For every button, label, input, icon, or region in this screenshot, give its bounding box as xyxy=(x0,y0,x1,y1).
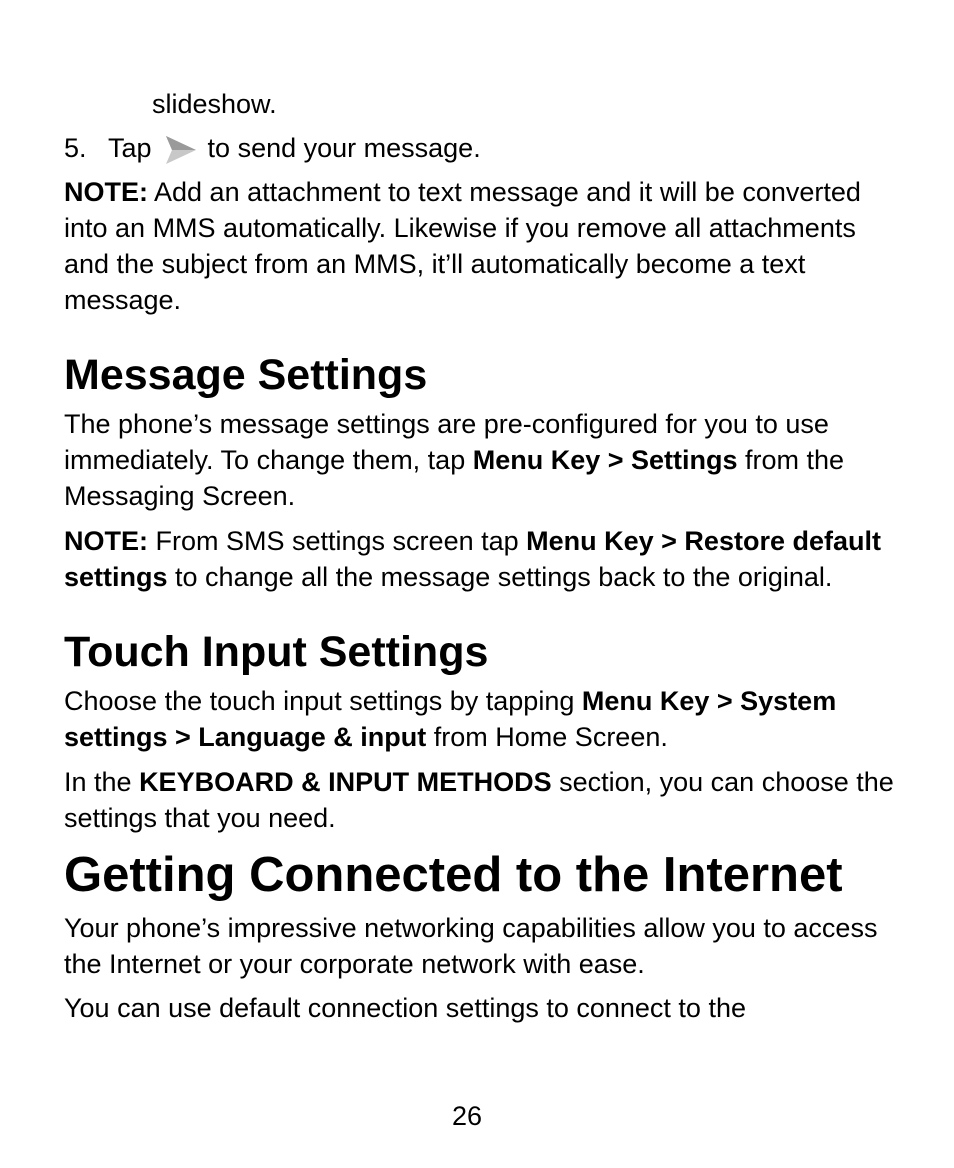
bold-path: Menu Key > Settings xyxy=(472,445,738,475)
note-label: NOTE: xyxy=(64,526,148,556)
step-5 xyxy=(64,130,894,166)
note-text: Add an attachment to text message and it will be converted into an MMS automatically. Likewise if you remove all attachments and the subject from an MMS, it’ll automatically become a text message. xyxy=(64,177,861,315)
bold-section-name: KEYBOARD & INPUT METHODS xyxy=(139,767,552,797)
keyboard-methods-paragraph xyxy=(64,764,894,836)
step-number: 5. xyxy=(64,133,87,163)
text-span: from Home Screen. xyxy=(426,722,668,752)
text-span: The phone’s message settings are pre-configured for you to use immediately. To change them, tap xyxy=(64,409,829,475)
heading-message-settings: Message Settings xyxy=(64,351,428,399)
page-number: 26 xyxy=(451,1101,483,1131)
text-span: section, you can choose the settings that you need. xyxy=(64,767,894,833)
manual-page xyxy=(64,86,894,1026)
step-5-after: to send your message. xyxy=(207,133,481,163)
internet-paragraph-2: You can use default connection settings to connect to the xyxy=(64,993,746,1023)
text-span: to change all the message settings back to the original. xyxy=(167,562,833,592)
text-span: from the Messaging Screen. xyxy=(64,445,845,511)
message-settings-paragraph xyxy=(64,406,894,514)
step-continuation: slideshow. xyxy=(152,89,277,119)
note-label: NOTE: xyxy=(64,177,148,207)
note-attachment xyxy=(64,174,894,318)
bold-path: Menu Key > System settings > Language & input xyxy=(64,686,837,752)
text-span: In the xyxy=(64,767,140,797)
note-restore-defaults xyxy=(64,523,894,595)
text-span: From SMS settings screen tap xyxy=(148,526,527,556)
send-arrow-icon xyxy=(164,134,198,166)
heading-getting-connected: Getting Connected to the Internet xyxy=(64,848,843,902)
touch-input-paragraph xyxy=(64,683,894,755)
text-span: Choose the touch input settings by tapping xyxy=(64,686,582,716)
heading-touch-input-settings: Touch Input Settings xyxy=(64,628,489,676)
internet-paragraph-1: Your phone’s impressive networking capabilities allow you to access the Internet or your corporate network with ease. xyxy=(64,913,878,979)
step-5-text xyxy=(64,130,481,166)
step-5-before: Tap xyxy=(108,133,152,163)
bold-path: Menu Key > Restore default settings xyxy=(64,526,881,592)
